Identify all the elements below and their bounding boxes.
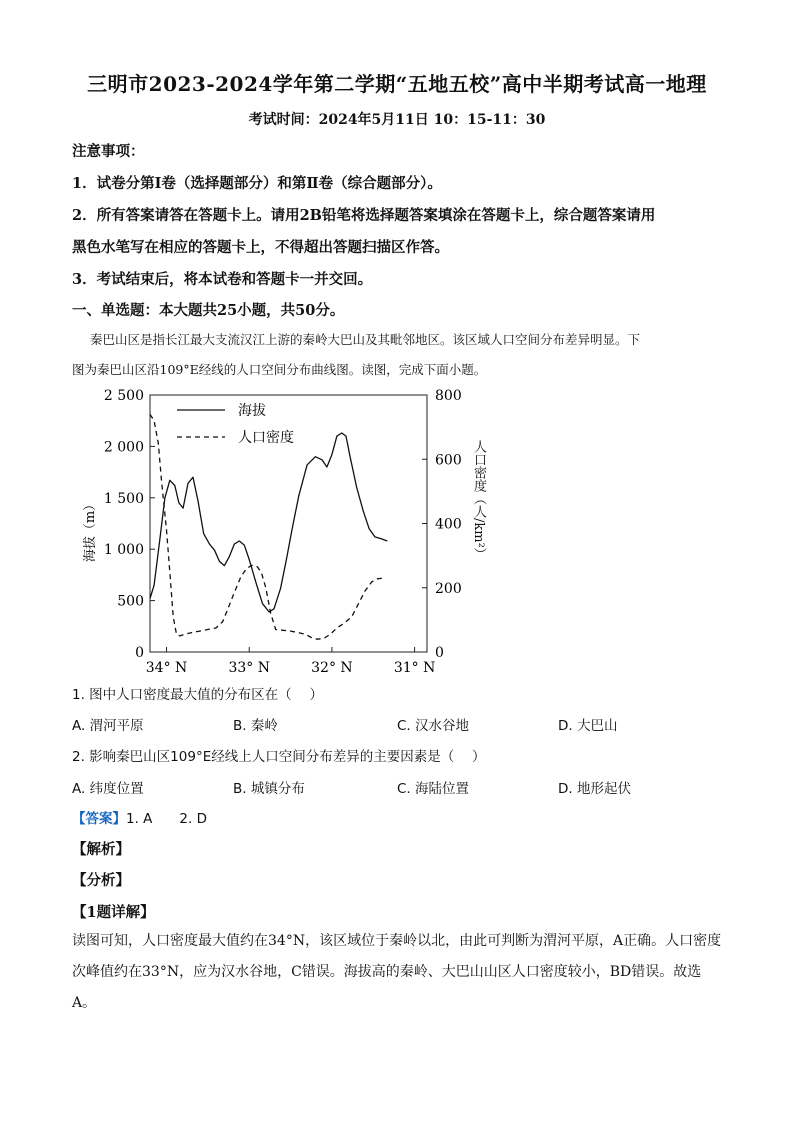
notes-item-2-cont: 黑色水笔写在相应的答题卡上，不得超出答题扫描区作答。	[72, 239, 449, 256]
y-axis-left-label: 海拔（m）	[83, 497, 98, 563]
q2-option-b: B. 城镇分布	[233, 781, 305, 797]
analysis-line-2: 次峰值约在33°N，应为汉水谷地，C错误。海拔高的秦岭、大巴山山区人口密度较小，BD错误。故选	[72, 964, 702, 980]
page-title: 三明市2023-2024学年第二学期“五地五校”高中半期考试高一地理	[87, 72, 707, 96]
y-right-tick-label: 200	[435, 580, 462, 597]
q1-option-a: A. 渭河平原	[72, 718, 144, 734]
elevation-line	[150, 433, 387, 612]
y-right-tick-label: 600	[435, 452, 462, 469]
notes-item-2: 2．所有答案请答在答题卡上。请用2B铅笔将选择题答案填涂在答题卡上，综合题答案请用	[72, 207, 656, 224]
y-left-tick-label: 500	[117, 593, 144, 610]
intro-line-1: 秦巴山区是指长江最大支流汉江上游的秦岭大巴山及其毗邻地区。该区域人口空间分布差异明显。下	[90, 332, 641, 347]
population-elevation-chart	[72, 385, 472, 680]
analysis-paragraph	[72, 926, 722, 1019]
y-left-tick-label: 1 000	[103, 542, 144, 559]
notes-item-1: 1．试卷分第Ⅰ卷（选择题部分）和第Ⅱ卷（综合题部分）。	[72, 175, 442, 192]
intro-line-2: 图为秦巴山区沿109°E经线的人口空间分布曲线图。读图，完成下面小题。	[72, 362, 487, 377]
analysis-tag: 【解析】	[72, 841, 130, 858]
y-axis-right-label-box: 人口密度（人/km²）	[471, 440, 486, 561]
x-tick-label: 31° N	[393, 660, 436, 676]
q1-detail-tag: 【1题详解】	[72, 904, 155, 921]
question-1-stem: 1. 图中人口密度最大值的分布区在（ ）	[72, 687, 323, 703]
y-left-tick-label: 2 000	[103, 439, 144, 456]
y-left-tick-label: 2 500	[103, 388, 144, 404]
q2-option-a: A. 纬度位置	[72, 781, 144, 797]
exam-time: 考试时间：2024年5月11日 10：15-11：30	[248, 112, 546, 128]
analysis-line-1: 读图可知，人口密度最大值约在34°N，该区域位于秦岭以北，由此可判断为渭河平原，A正确。人口密度	[72, 933, 722, 949]
legend-label: 海拔	[238, 403, 266, 419]
y-right-tick-label: 400	[435, 516, 462, 533]
analysis-line-3: A。	[72, 995, 97, 1011]
q2-option-c: C. 海陆位置	[397, 781, 470, 797]
y-left-tick-label: 0	[135, 645, 144, 661]
q1-option-b: B. 秦岭	[233, 718, 278, 734]
x-tick-label: 33° N	[228, 660, 270, 676]
x-tick-label: 32° N	[311, 660, 353, 676]
y-left-tick-label: 1 500	[103, 490, 144, 507]
x-tick-label: 34° N	[145, 660, 188, 676]
legend-label: 人口密度	[238, 430, 294, 446]
answer-tag: 【答案】	[72, 811, 126, 827]
q2-option-d: D. 地形起伏	[558, 781, 631, 797]
q1-option-d: D. 大巴山	[558, 718, 618, 734]
notes-item-3: 3．考试结束后，将本试卷和答题卡一并交回。	[72, 271, 373, 288]
y-right-tick-label: 0	[435, 645, 444, 661]
fenxi-tag: 【分析】	[72, 872, 130, 889]
section-heading: 一、单选题：本大题共25小题，共50分。	[72, 302, 345, 319]
q1-option-c: C. 汉水谷地	[397, 718, 470, 734]
notes-heading: 注意事项：	[72, 143, 145, 160]
answer-text: 1. A 2. D	[126, 811, 207, 827]
y-right-tick-label: 800	[435, 388, 462, 404]
question-2-stem: 2. 影响秦巴山区109°E经线上人口空间分布差异的主要因素是（ ）	[72, 749, 486, 765]
answer-line	[72, 807, 207, 827]
